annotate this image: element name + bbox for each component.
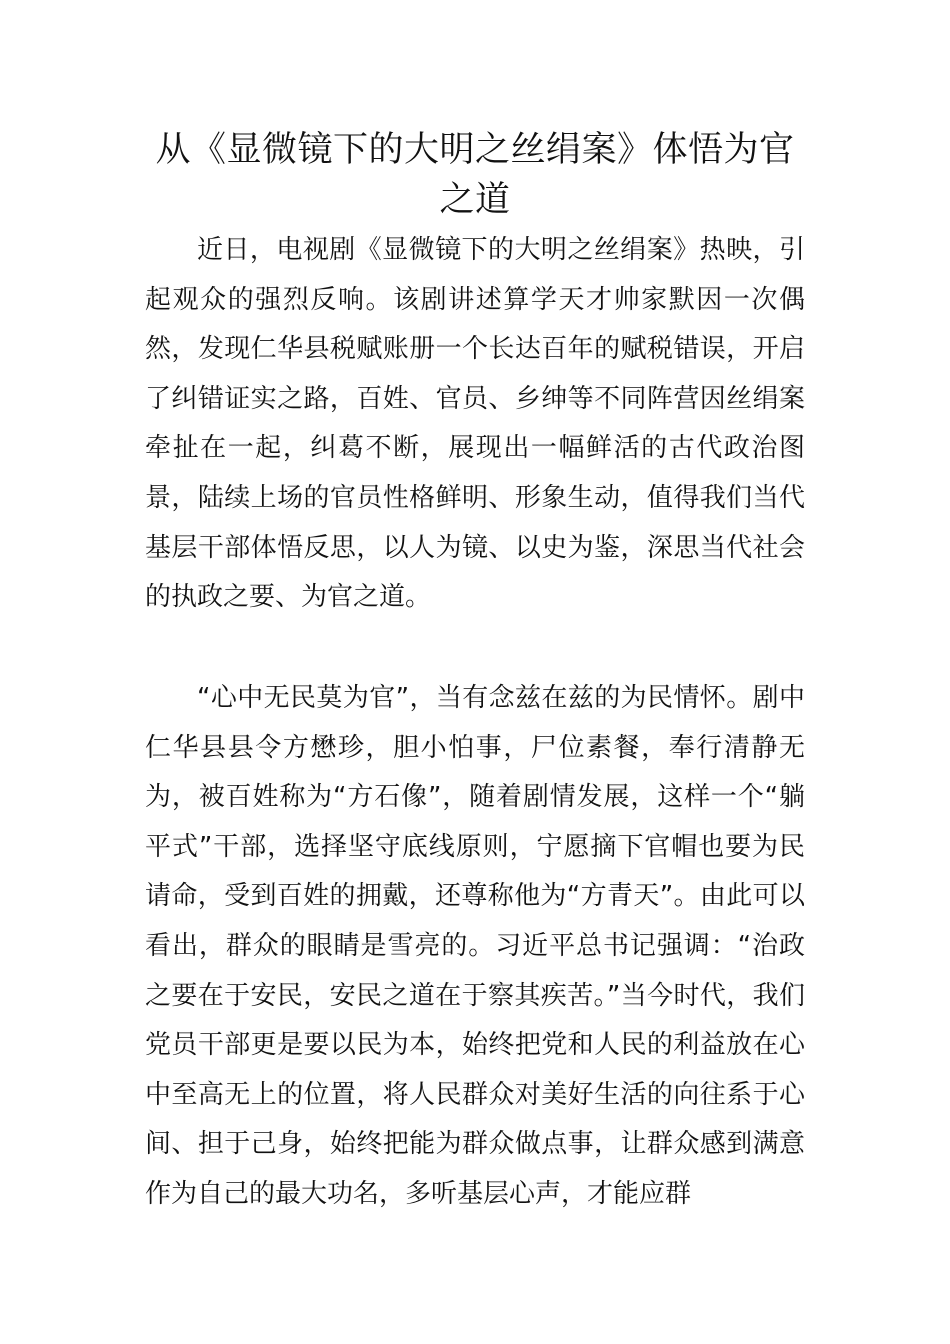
paragraph-intro: 近日，电视剧《显微镜下的大明之丝绢案》热映，引起观众的强烈反响。该剧讲述算学天才帅家默因一次偶然，发现仁华县税赋账册一个长达百年的赋税错误，开启了纠错证实之路，百姓、官员、乡绅等不同阵营因丝绢案牵扯在一起，纠葛不断，展现出一幅鲜活的古代政治图景，陆续上场的官员性格鲜明、形象生动，值得我们当代基层干部体悟反思，以人为镜、以史为鉴，深思当代社会的执政之要、为官之道。 — [145, 235, 805, 613]
paragraph-people-first: “心中无民莫为官”，当有念兹在兹的为民情怀。剧中仁华县县令方懋珍，胆小怕事，尸位素餐，奉行清静无为，被百姓称为“方石像”，随着剧情发展，这样一个“躺平式”干部，选择坚守底线原则，宁愿摘下官帽也要为民请命，受到百姓的拥戴，还尊称他为“方青天”。由此可以看出，群众的眼睛是雪亮的。习近平总书记强调：“治政之要在于安民，安民之道在于察其疾苦。”当今时代，我们党员干部更是要以民为本，始终把党和人民的利益放在心中至高无上的位置，将人民群众对美好生活的向往系于心间、担于己身，始终把能为群众做点事，让群众感到满意作为自己的最大功名，多听基层心声，才能应群 — [145, 683, 805, 1209]
document-title: 从《显微镜下的大明之丝绢案》体悟为官之道 — [155, 130, 795, 220]
